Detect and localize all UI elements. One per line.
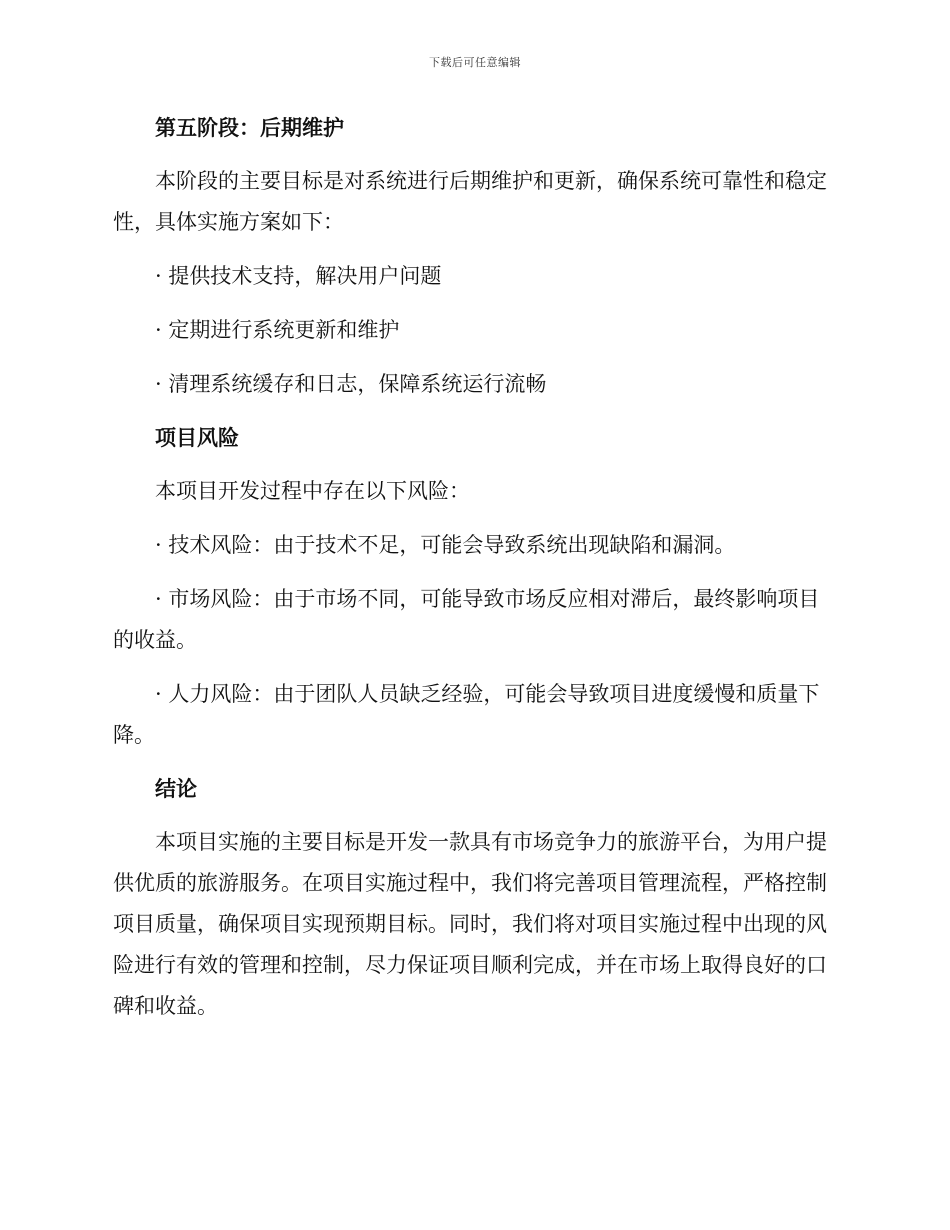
phase5-bullet-3: · 清理系统缓存和日志，保障系统运行流畅 xyxy=(155,372,547,396)
phase5-bullet-2: · 定期进行系统更新和维护 xyxy=(155,318,400,342)
header-note: 下载后可任意编辑 xyxy=(429,56,521,69)
risk-bullet-people: · 人力风险：由于团队人员缺乏经验，可能会导致项目进度缓慢和质量下降。 xyxy=(113,682,820,747)
risk-bullet-tech: · 技术风险：由于技术不足，可能会导致系统出现缺陷和漏洞。 xyxy=(155,533,736,557)
section-heading-conclusion: 结论 xyxy=(155,777,197,801)
section-heading-risks: 项目风险 xyxy=(155,426,239,450)
section-heading-phase5: 第五阶段：后期维护 xyxy=(155,116,344,140)
risks-intro: 本项目开发过程中存在以下风险： xyxy=(155,479,470,503)
phase5-bullet-1: · 提供技术支持，解决用户问题 xyxy=(155,264,442,288)
document-body xyxy=(113,108,833,1027)
phase5-intro: 本阶段的主要目标是对系统进行后期维护和更新，确保系统可靠性和稳定性，具体实施方案如下： xyxy=(113,169,827,234)
conclusion-body: 本项目实施的主要目标是开发一款具有市场竞争力的旅游平台，为用户提供优质的旅游服务。在项目实施过程中，我们将完善项目管理流程，严格控制项目质量，确保项目实现预期目标。同时，我们将对项目实施过程中出现的风险进行有效的管理和控制，尽力保证项目顺利完成，并在市场上取得良好的口碑和收益。 xyxy=(113,830,827,1018)
risk-bullet-market: · 市场风险：由于市场不同，可能导致市场反应相对滞后，最终影响项目的收益。 xyxy=(113,587,820,652)
